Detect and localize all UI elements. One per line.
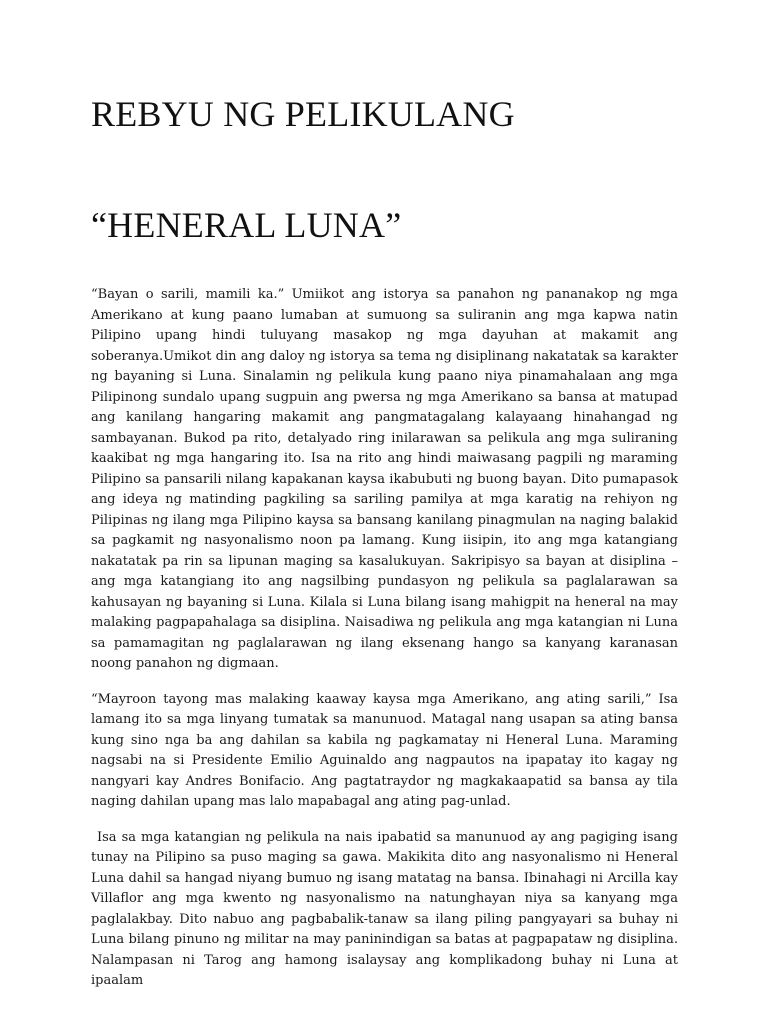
paragraph-1: “Bayan o sarili, mamili ka.” Umiikot ang istorya sa panahon ng pananakop ng mga Amerikano at kung paano lumaban at sumuong sa suliranin ang mga kapwa natin Pilipino upang hindi tuluyang masakop ng mga dayuhan at makamit ang soberanya.Umikot din ang daloy ng istorya sa tema ng disiplinang nakatatak sa karakter ng bayaning si Luna. Sinalamin ng pelikula kung paano niya pinamahalaan ang mga Pilipinong sundalo upang sugpuin ang pwersa ng mga Amerikano sa bansa at matupad ang kanilang hangaring makamit ang pangmatagalang kalayaang hinahangad ng sambayanan. Bukod pa rito, detalyado ring inilarawan sa pelikula ang mga suliraning kaakibat ng mga hangaring ito. Isa na rito ang hindi maiwasang pagpili ng maraming Pilipino sa pansarili nilang kapakanan kaysa ikabubuti ng buong bayan. Dito pumapasok ang ideya ng matinding pagkiling sa sariling pamilya at mga karatig na rehiyon ng Pilipinas ng ilang mga Pilipino kaysa sa bansang kanilang pinagmulan na naging balakid sa pagkamit ng nasyonalismo noon pa lamang. Kung iisipin, ito ang mga katangiang nakatatak pa rin sa lipunan maging sa kasalukuyan. Sakripisyo sa bayan at disiplina – ang mga katangiang ito ang nagsilbing pundasyon ng pelikula sa paglalarawan sa kahusayan ng bayaning si Luna. Kilala si Luna bilang isang mahigpit na heneral na may malaking pagpapahalaga sa disiplina. Naisadiwa ng pelikula ang mga katangian ni Luna sa pamamagitan ng paglalarawan ng ilang eksenang hango sa kanyang karanasan noong panahon ng digmaan. [91, 287, 678, 671]
title-line-2: “HENERAL LUNA” [91, 205, 402, 245]
paragraph-3: Isa sa mga katangian ng pelikula na nais ipabatid sa manunuod ay ang pagiging isang tunay na Pilipino sa puso maging sa gawa. Makikita dito ang nasyonalismo ni Heneral Luna dahil sa hangad niyang bumuo ng isang matatag na bansa. Ibinahagi ni Arcilla kay Villaflor ang mga kwento ng nasyonalismo na natunghayan niya sa kanyang mga paglalakbay. Dito nabuo ang pagbabalik-tanaw sa ilang piling pangyayari sa buhay ni Luna bilang pinuno ng militar na may paninindigan sa batas at pagpapataw ng disiplina. Nalampasan ni Tarog ang hamong isalaysay ang komplikadong buhay ni Luna at ipaalam [91, 829, 678, 988]
review-body [91, 285, 678, 1007]
title-line-1: REBYU NG PELIKULANG [91, 94, 515, 134]
paragraph-2: “Mayroon tayong mas malaking kaaway kaysa mga Amerikano, ang ating sarili,” Isa lamang ito sa mga linyang tumatak sa manunuod. Matagal nang usapan sa ating bansa kung sino nga ba ang dahilan sa kabila ng pagkamatay ni Heneral Luna. Maraming nagsabi na si Presidente Emilio Aguinaldo ang nagpautos na ipapatay ito kagay ng nangyari kay Andres Bonifacio. Ang pagtatraydor ng magkakaapatid sa bansa ay tila naging dahilan upang mas lalo mapabagal ang ating pag-unlad. [91, 691, 678, 809]
